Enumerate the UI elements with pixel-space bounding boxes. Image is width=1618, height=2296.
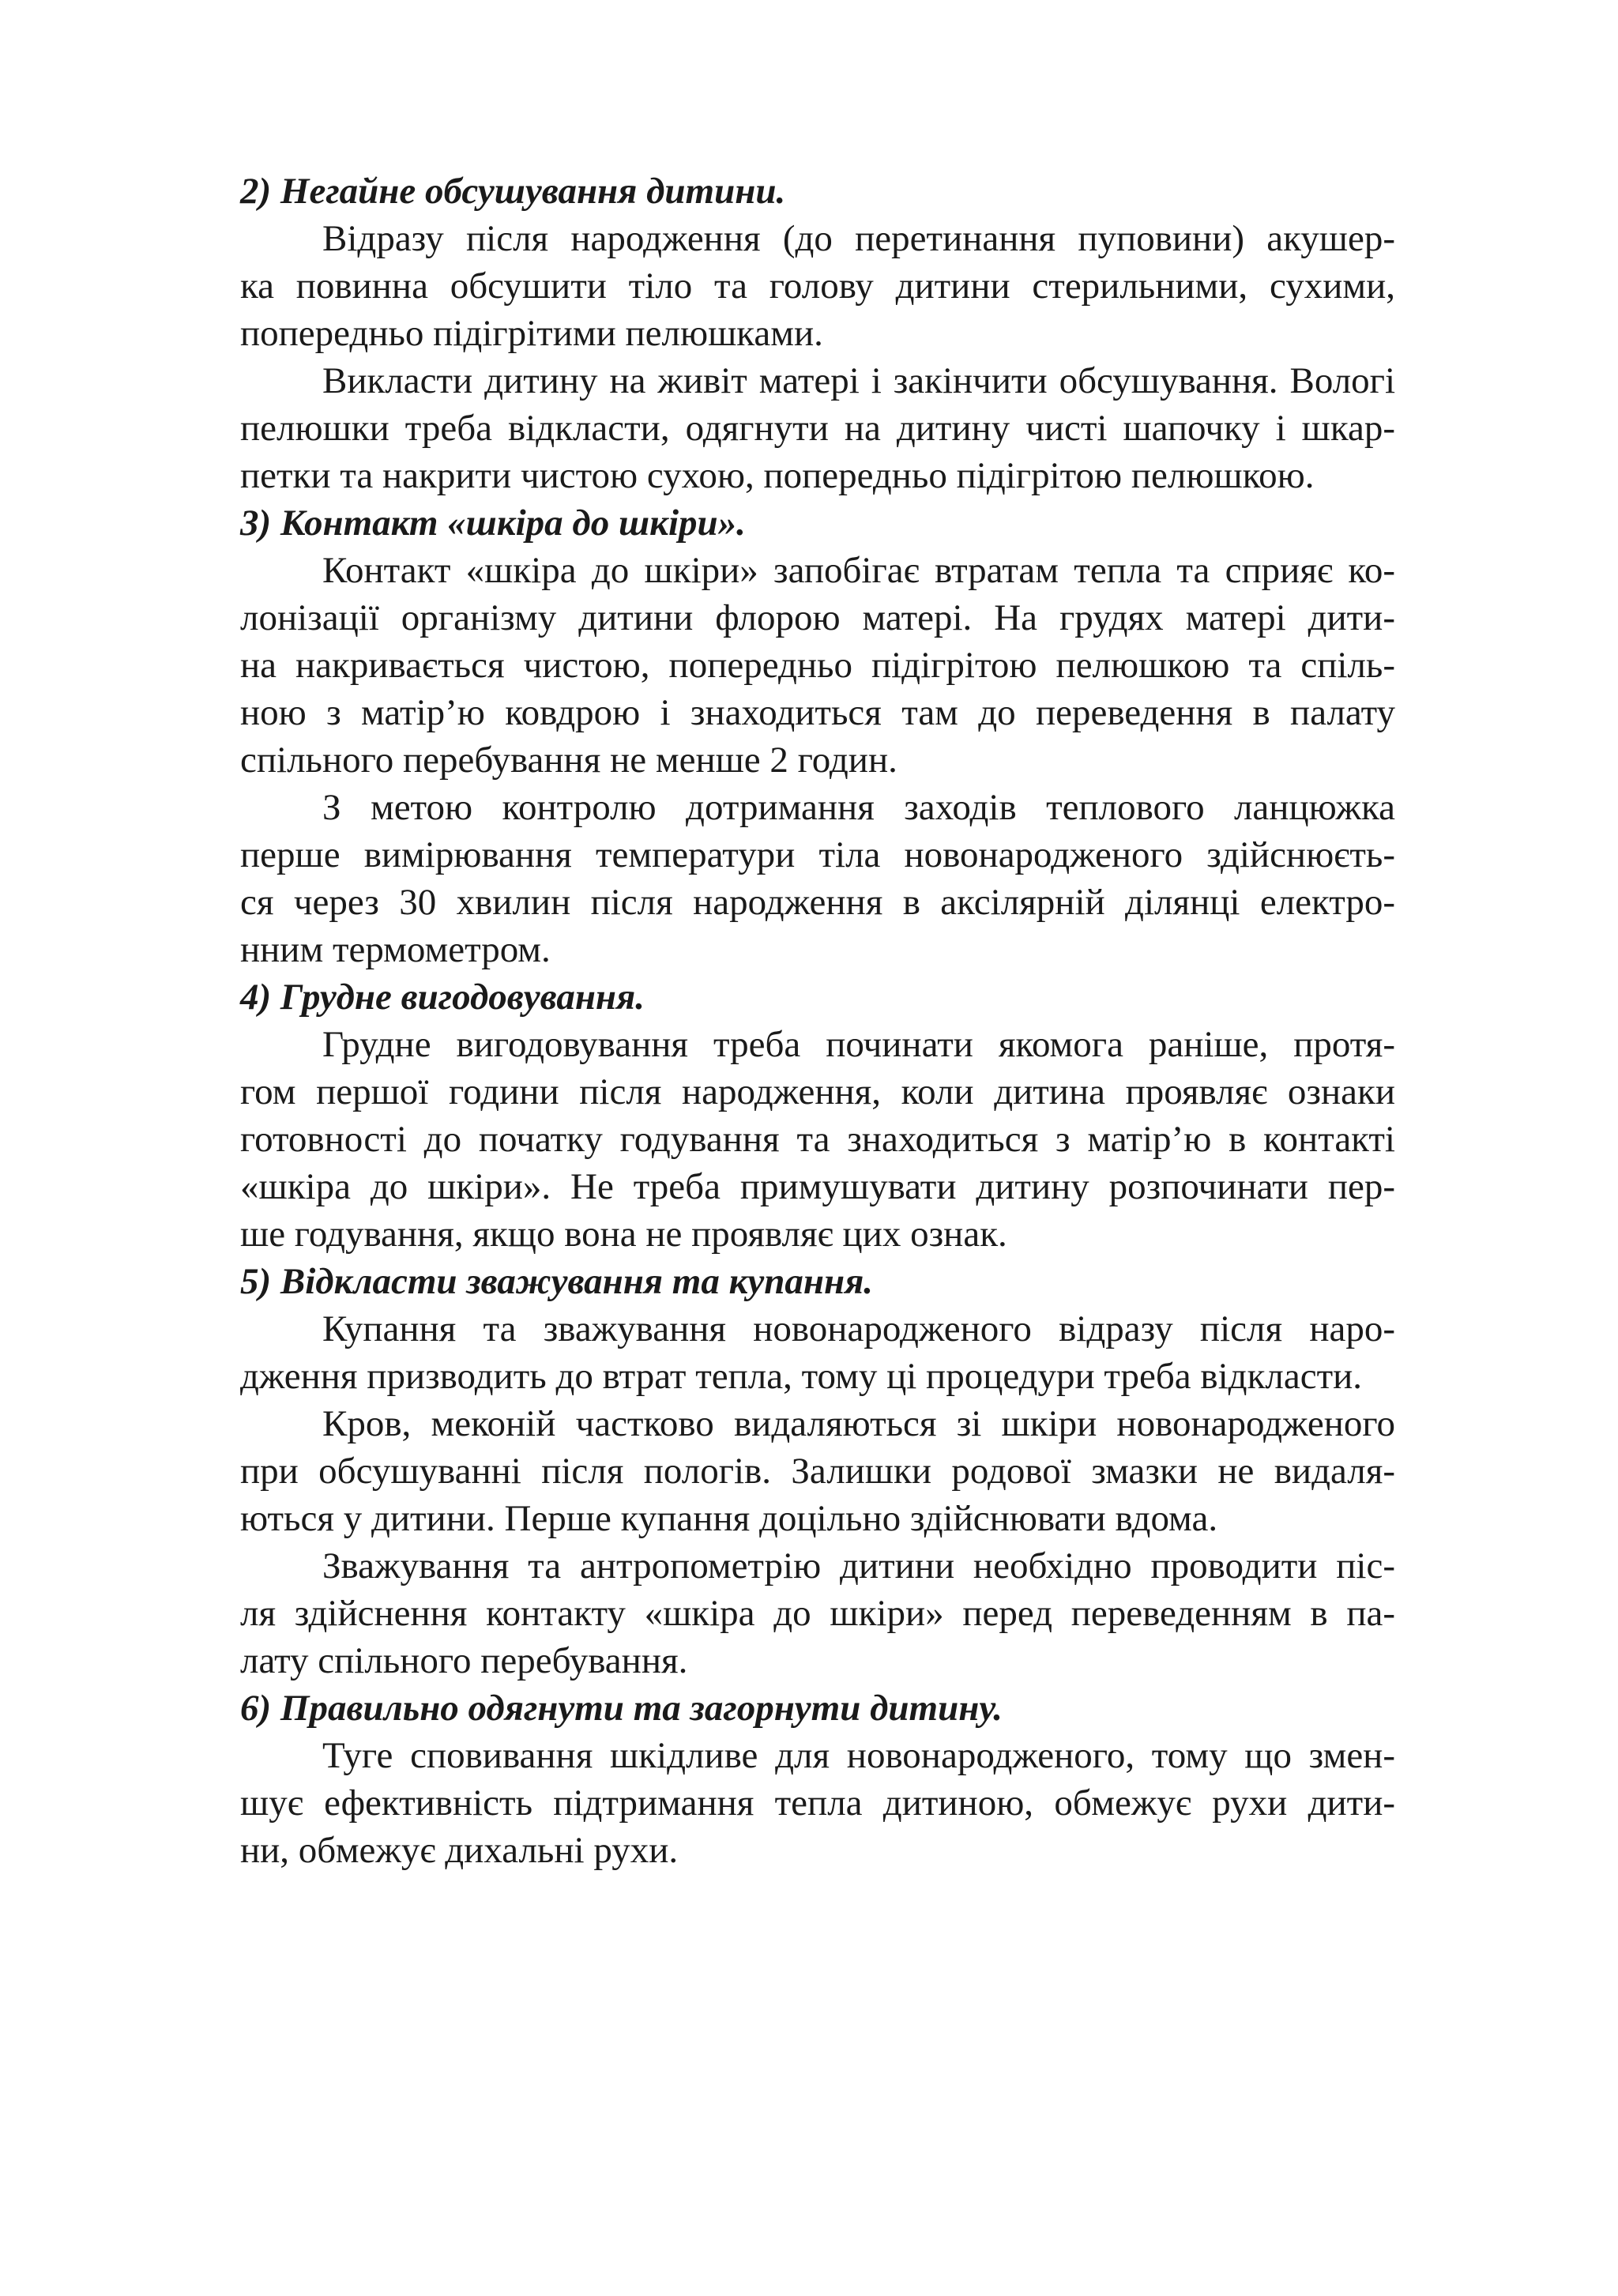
text-line: Викласти дитину на живіт матері і закінчити обсушування. Вологі [322, 360, 1395, 401]
paragraph [158, 215, 1395, 357]
text-line: петки та накрити чистою сухою, попередньо підігрітою пелюшкою. [240, 455, 1315, 496]
paragraph [158, 547, 1395, 784]
text-line: лонізації організму дитини флорою матері. На грудях матері дити- [240, 597, 1395, 638]
text-line: ни, обмежує дихальні рухи. [240, 1830, 679, 1871]
text-line: Відразу після народження (до перетинання пуповини) акушер- [322, 218, 1395, 259]
paragraph [158, 1021, 1395, 1258]
text-line: пелюшки треба відкласти, одягнути на дитину чисті шапочку і шкар- [240, 408, 1395, 449]
paragraph [158, 1400, 1395, 1542]
document-page [158, 167, 1395, 1874]
text-line: нним термометром. [240, 929, 551, 970]
text-line: шує ефективність підтримання тепла дитиною, обмежує рухи дити- [240, 1782, 1395, 1824]
paragraph [158, 1542, 1395, 1684]
text-line: лату спільного перебування. [240, 1640, 688, 1681]
text-line: ся через 30 хвилин після народження в аксілярній ділянці електро- [240, 882, 1395, 923]
paragraph [158, 357, 1395, 499]
text-line: на накривається чистою, попередньо підігрітою пелюшкою та спіль- [240, 645, 1395, 686]
text-line: Туге сповивання шкідливе для новонародженого, тому що змен- [322, 1735, 1395, 1776]
text-line: Кров, меконій частково видаляються зі шкіри новонародженого [322, 1403, 1395, 1444]
text-line: дження призводить до втрат тепла, тому ці процедури треба відкласти. [240, 1356, 1363, 1397]
text-line: «шкіра до шкіри». Не треба примушувати дитину розпочинати пер- [240, 1166, 1395, 1207]
section-heading: 5) Відкласти зважування та купання. [240, 1261, 874, 1302]
text-line: ля здійснення контакту «шкіра до шкіри» перед переведенням в па- [240, 1593, 1395, 1634]
section-heading: 6) Правильно одягнути та загорнути дитину. [240, 1688, 1003, 1729]
text-line: ною з матір’ю ковдрою і знаходиться там до переведення в палату [240, 692, 1395, 733]
text-line: Зважування та антропометрію дитини необхідно проводити піс- [322, 1545, 1395, 1586]
text-line: гом першої години після народження, коли дитина проявляє ознаки [240, 1071, 1395, 1112]
section-heading: 2) Негайне обсушування дитини. [240, 171, 786, 212]
text-line: спільного перебування не менше 2 годин. [240, 740, 897, 781]
text-line: при обсушуванні після пологів. Залишки родової змазки не видаля- [240, 1451, 1395, 1492]
section-heading: 3) Контакт «шкіра до шкіри». [240, 502, 746, 544]
text-line: попередньо підігрітими пелюшками. [240, 313, 823, 354]
text-line: готовності до початку годування та знаходиться з матір’ю в контакті [240, 1119, 1395, 1160]
text-line: З метою контролю дотримання заходів теплового ланцюжка [322, 787, 1395, 828]
text-line: ються у дитини. Перше купання доцільно здійснювати вдома. [240, 1498, 1218, 1539]
paragraph [158, 1732, 1395, 1874]
text-line: Грудне вигодовування треба починати якомога раніше, протя- [322, 1024, 1395, 1065]
text-line: Контакт «шкіра до шкіри» запобігає втратам тепла та сприяє ко- [322, 550, 1395, 591]
text-line: ка повинна обсушити тіло та голову дитини стерильними, сухими, [240, 265, 1395, 307]
paragraph [158, 1305, 1395, 1400]
text-line: ше годування, якщо вона не проявляє цих ознак. [240, 1214, 1007, 1255]
paragraph [158, 784, 1395, 973]
section-heading: 4) Грудне вигодовування. [240, 977, 645, 1018]
text-line: Купання та зважування новонародженого відразу після наро- [322, 1308, 1395, 1349]
text-line: перше вимірювання температури тіла новонародженого здійснюєть- [240, 834, 1395, 875]
